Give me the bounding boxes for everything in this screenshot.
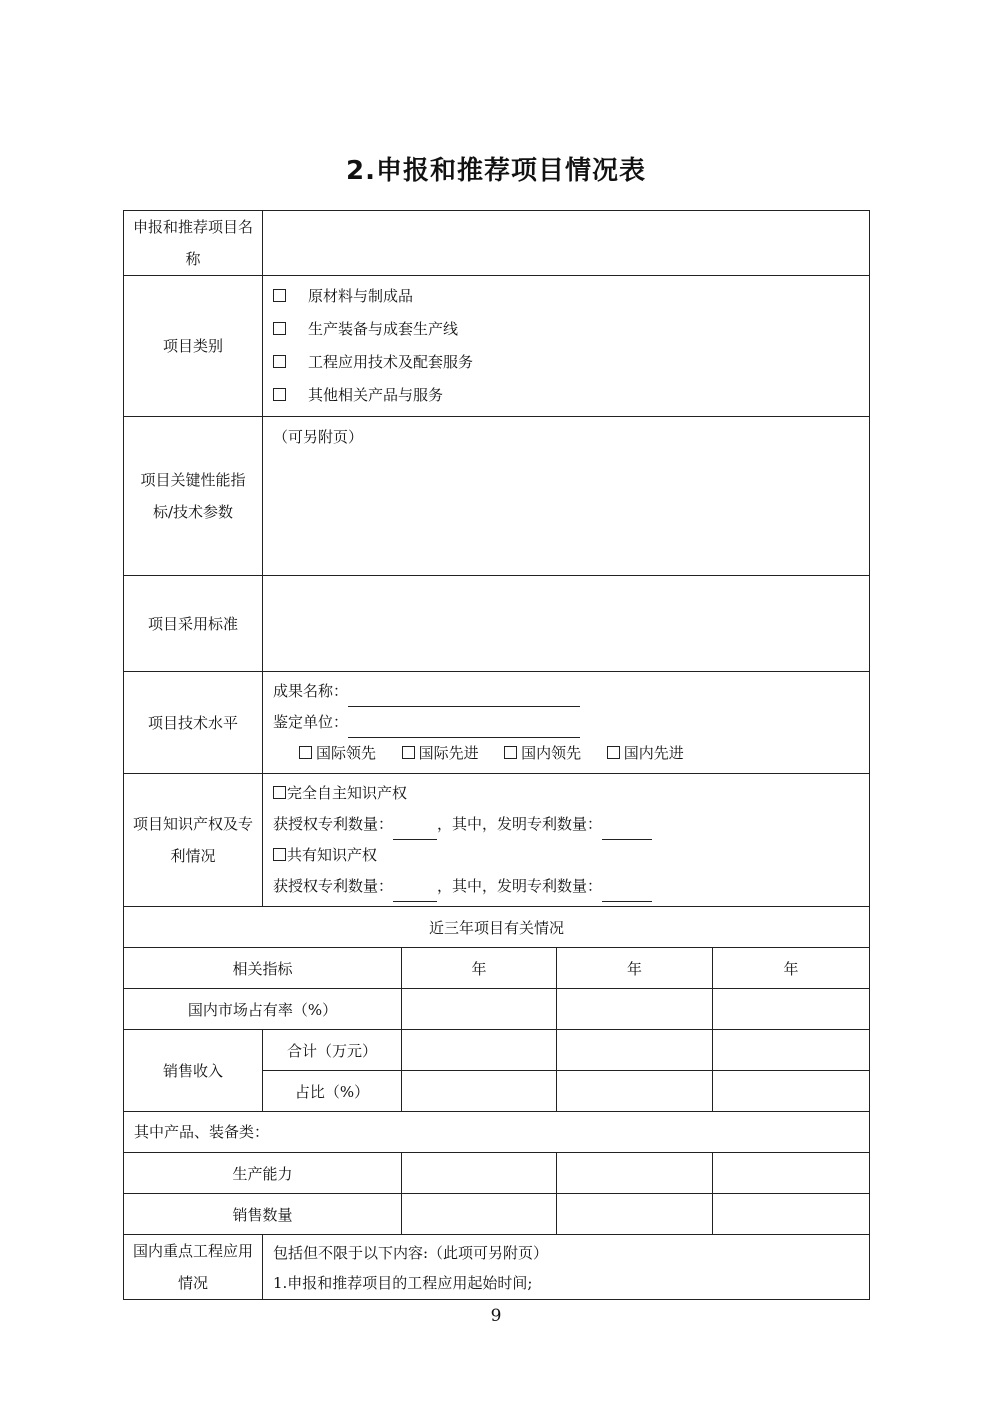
checkbox-icon[interactable]	[607, 746, 620, 759]
checkbox-icon[interactable]	[273, 289, 286, 302]
capacity-label: 生产能力	[124, 1153, 402, 1194]
key-project-line-1: 包括但不限于以下内容:（此项可另附页）	[273, 1244, 549, 1262]
project-category-options	[263, 276, 870, 417]
sales-qty-year-3[interactable]	[713, 1194, 870, 1235]
sales-ratio-year-3[interactable]	[713, 1071, 870, 1112]
level-option-domestic-advanced[interactable]: 国内先进	[607, 744, 684, 762]
ip-shared-option[interactable]: 共有知识产权	[273, 840, 859, 871]
sales-ratio-label: 占比（%）	[263, 1071, 402, 1112]
project-name-label: 申报和推荐项目名称	[124, 211, 263, 276]
sales-total-year-2[interactable]	[557, 1030, 713, 1071]
sales-ratio-year-2[interactable]	[557, 1071, 713, 1112]
page-title: 2.申报和推荐项目情况表	[346, 156, 646, 186]
category-option-equipment[interactable]: 生产装备与成套生产线	[273, 313, 859, 346]
sales-total-year-3[interactable]	[713, 1030, 870, 1071]
sales-income-label: 销售收入	[124, 1030, 263, 1112]
key-project-label: 国内重点工程应用情况	[124, 1235, 263, 1300]
appraisal-unit-label: 鉴定单位：	[273, 713, 349, 731]
three-year-header: 近三年项目有关情况	[124, 907, 870, 948]
market-share-label: 国内市场占有率（%）	[124, 989, 402, 1030]
checkbox-icon[interactable]	[299, 746, 312, 759]
sales-qty-year-1[interactable]	[402, 1194, 557, 1235]
own-patent-count-field[interactable]	[393, 821, 437, 840]
sales-ratio-year-1[interactable]	[402, 1071, 557, 1112]
ip-content: 完全自主知识产权 获授权专利数量： ，其中，发明专利数量： 共有知识产权 获授权专利数量： ，其中，发明专利数量：	[263, 774, 870, 907]
category-option-raw-materials[interactable]: 原材料与制成品	[273, 280, 859, 313]
capacity-year-1[interactable]	[402, 1153, 557, 1194]
level-option-intl-advanced[interactable]: 国际先进	[402, 744, 479, 762]
level-option-domestic-leading[interactable]: 国内领先	[504, 744, 581, 762]
tech-level-content	[263, 672, 870, 774]
standard-field[interactable]	[263, 576, 870, 672]
capacity-year-2[interactable]	[557, 1153, 713, 1194]
product-note: 其中产品、装备类：	[124, 1112, 870, 1153]
own-invention-count-field[interactable]	[602, 821, 652, 840]
kpi-field[interactable]	[263, 417, 870, 576]
year-header-3[interactable]: 年	[713, 948, 870, 989]
project-name-field[interactable]	[263, 211, 870, 276]
market-share-year-2[interactable]	[557, 989, 713, 1030]
sales-qty-label: 销售数量	[124, 1194, 402, 1235]
year-header-1[interactable]: 年	[402, 948, 557, 989]
sales-total-label: 合计（万元）	[263, 1030, 402, 1071]
checkbox-icon[interactable]	[273, 322, 286, 335]
shared-patent-count-field[interactable]	[393, 883, 437, 902]
category-option-other[interactable]: 其他相关产品与服务	[273, 379, 859, 412]
shared-invention-count-field[interactable]	[602, 883, 652, 902]
checkbox-icon[interactable]	[273, 786, 286, 799]
level-option-intl-leading[interactable]: 国际领先	[299, 744, 376, 762]
kpi-label: 项目关键性能指标/技术参数	[124, 417, 263, 576]
result-name-field[interactable]	[348, 688, 580, 707]
checkbox-icon[interactable]	[273, 355, 286, 368]
sales-total-year-1[interactable]	[402, 1030, 557, 1071]
ip-own-option[interactable]: 完全自主知识产权	[273, 778, 859, 809]
key-project-line-2: 1.申报和推荐项目的工程应用起始时间;	[273, 1274, 533, 1292]
ip-label: 项目知识产权及专利情况	[124, 774, 263, 907]
key-project-content[interactable]	[263, 1235, 870, 1300]
market-share-year-3[interactable]	[713, 989, 870, 1030]
capacity-year-3[interactable]	[713, 1153, 870, 1194]
project-info-table	[123, 210, 870, 1300]
checkbox-icon[interactable]	[273, 848, 286, 861]
project-category-label: 项目类别	[124, 276, 263, 417]
checkbox-icon[interactable]	[273, 388, 286, 401]
year-header-2[interactable]: 年	[557, 948, 713, 989]
sales-qty-year-2[interactable]	[557, 1194, 713, 1235]
indicator-header: 相关指标	[124, 948, 402, 989]
tech-level-label: 项目技术水平	[124, 672, 263, 774]
standard-label: 项目采用标准	[124, 576, 263, 672]
kpi-note: （可另附页）	[273, 428, 364, 446]
appraisal-unit-field[interactable]	[348, 719, 580, 738]
checkbox-icon[interactable]	[504, 746, 517, 759]
page-number: 9	[490, 1306, 502, 1326]
market-share-year-1[interactable]	[402, 989, 557, 1030]
result-name-label: 成果名称：	[273, 682, 349, 700]
category-option-engineering[interactable]: 工程应用技术及配套服务	[273, 346, 859, 379]
checkbox-icon[interactable]	[402, 746, 415, 759]
